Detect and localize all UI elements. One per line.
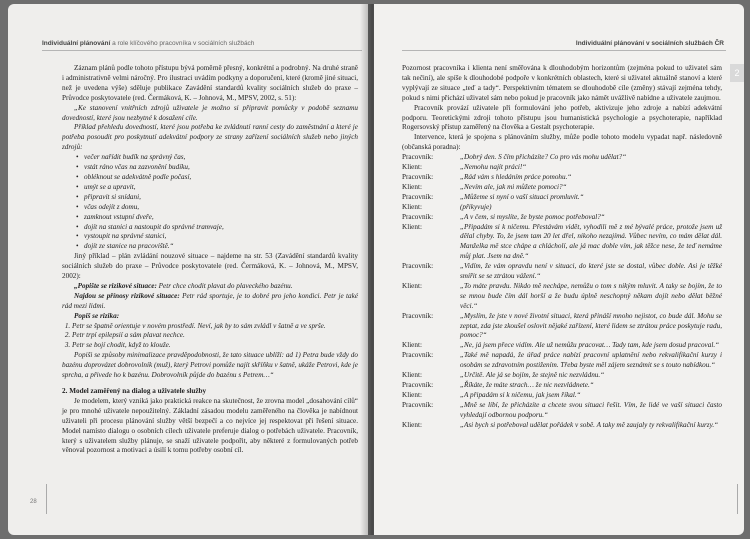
dialog-line: Pracovník: „Říkáte, že máte strach… že nic nezvládnete.“ xyxy=(402,381,594,389)
paragraph: Jiný příklad – plán zvládání nouzové situace – najdeme na str. 53 (Zavádění standardů kvality sociálních služeb do praxe – Průvodce poskytovatele (red. Čermáková, K. – Johnová, M., MPSV, 2002): xyxy=(62,252,358,281)
list-item: 2. Petr trpí epilepsií a sám plavat nechce. xyxy=(72,331,358,341)
section-title: 2. Model zaměřený na dialog a uživatele služby xyxy=(62,387,207,395)
dialog-line: Pracovník: „Mně se líbí, že přicházíte a chcete svou situaci řešit. Vím, že lidé ve vaší situaci často vyhledají odbornou podporu.“ xyxy=(402,400,722,419)
list-item: 1. Petr se špatně orientuje v novém prostředí. Neví, jak by to sám zvládl v šatně a ve sprše. xyxy=(72,322,358,332)
dialog-line: Pracovník: „A v čem, si myslíte, že byste pomoc potřeboval?“ xyxy=(402,212,605,221)
header-rule xyxy=(42,50,362,51)
chapter-tab: 2 xyxy=(730,64,744,82)
dialog-line: Pracovník: „Také mě napadá, že úřad práce nabízí pracovní uplatnění nebo rekvalifikační kurzy i osobám se zdravotním postižením. Třeba byste měl zájem seznámit se s touto nabídkou.“ xyxy=(402,351,722,370)
left-page xyxy=(8,4,368,535)
skills-list xyxy=(62,153,358,252)
margin-rule xyxy=(737,484,738,514)
paragraph: Intervence, která je spojena s plánováním služby, může podle tohoto modelu vypadat např. následovně (občanská poradna): xyxy=(402,133,722,152)
dialog-line: Klient: „Nevím ale, jak mi můžete pomoci?“ xyxy=(402,182,567,191)
paragraph: Pozornost pracovníka i klienta není směřována k dlouhodobým horizontům (zejména pokud to uživatel sám tak nečiní), ale spíše k dlouhodobé podpoře v konkrétních oblastech, které si uživatel aktuálně stanoví a které vyplývají ze situace „teď a tady“. Perspektivním tématem se dlouhodobě cíle (změny) stávají zejména tehdy, pokud s nimi přichází uživatel sám nebo pokud je pracovník jako námět uvážlivě nabídne a uživatele zaujmou. xyxy=(402,64,722,102)
list-item: • připravit si snídani, xyxy=(84,193,358,203)
dialog xyxy=(402,153,722,430)
risks-label: Popiš se rizika: xyxy=(74,311,120,320)
list-item: • obléknout se adekvátně podle počasí, xyxy=(84,173,358,183)
list-item: • umýt se a upravit, xyxy=(84,183,358,193)
risks-list xyxy=(62,322,358,352)
dialog-line: Klient: „Nemohu najít práci!“ xyxy=(402,163,527,172)
paragraph: Je modelem, který vzniká jako praktická reakce na skutečnost, že zrovna model „dosahování cílů“ je pro mnohé uživatele nepoužitelný. Základní zásadou modelu zaměřeného na člověka je nabídnout uživateli při procesu plánování služby větší bezpečí a co nejvíce jej respektovat při řešení situace. Model namísto dialogu o osobních cílech uživatele preferuje dialog o potřebách uživatele. Pracovník, který s uživatelem služby plánuje, se snaží uživatele podpořit, aby některé z formulovaných potřeb věnoval pozornost a motivaci a úsilí k tomu potřeby osobní cíl. xyxy=(62,396,358,455)
list-item: • zamknout vstupní dveře, xyxy=(84,213,358,223)
list-item: • večer nařídit budík na správný čas, xyxy=(84,153,358,163)
running-header: Individuální plánování v sociálních službách ČR xyxy=(575,40,724,47)
page-number: 28 xyxy=(30,499,37,505)
list-item: • vstát ráno včas na zazvonění budíku, xyxy=(84,163,358,173)
header-rule xyxy=(402,50,726,51)
dialog-line: Pracovník: „Můžeme si nyní o vaší situaci promluvit.“ xyxy=(402,192,584,201)
paragraph: Záznam plánů podle tohoto přístupu bývá poměrně přesný, konkrétní a podrobný. Na druhé straně i administrativně velmi náročný. Pro ilustraci uvádím podkyny a doporučení, které (kromě jiné situaci, než je uvedena výše) sděluje publikace Zavádění standardů kvality sociálních služeb do praxe – Průvodce poskytovatele (red. Čermáková, K. – Johnová, M., MPSV, 2002, s. 51): xyxy=(62,64,358,102)
dialog-line: Pracovník: „Vidím, že vám opravdu není v situaci, do které jste se dostal, vůbec doble. Asi je těžké smířit se se ztrátou vážení.“ xyxy=(402,262,722,281)
dialog-line: Klient: „Připadám si k ničemu. Přestávám vidět, vyhodili mě z mé bývalé práce, protože jsem už dělal chyby. To, že jsem tam 20 let dřel, nikoho nezajímá. Vůbec nevím, co mám dělat dál. Manželka mě stce chápe a chlácholí, ale já mac doble vím, jak těžce nese, že teď nemáme můj plat. Jsem na dně.“ xyxy=(402,222,722,261)
list-item: • vystoupit na správné stanici, xyxy=(84,232,358,242)
quote: „Ke stanovení vnitřních zdrojů uživatele je možno si připravit pomůcky v podobě seznamu dovedností, které jsou nezbytné k dosažení cíle. xyxy=(62,103,358,122)
quote: Příklad přehledu dovedností, které jsou potřeba ke zvládnutí ranní cesty do zaměstnání a které je potřeba posoudit pro poskytnutí adekvátní podpory ze strany zařízení sociálních služeb nebo jiných zdrojů: xyxy=(62,123,358,152)
dialog-line: Klient: „Asi bych si potřeboval udělat pořádek v sobě. A taky mě zaujaly ty rekvalifikační kurzy.“ xyxy=(402,420,719,429)
list-item: • dojít na stanici a nastoupit do správné tramvaje, xyxy=(84,223,358,233)
dialog-line: Pracovník: „Rád vám s hledáním práce pomohu.“ xyxy=(402,172,572,181)
dialog-line: Klient: „To máte pravdu. Nikdo mě nechápe, nemůžu o tom s nikým mluvit. A taky se bojím, že to se mnou bude čím dál horší a že budu úplně neschopný někam dojít nebo dělat běžné věci.“ xyxy=(402,281,722,310)
example: Najdou se přínosy rizikové situace: Petr rád sportuje, je to dobré pro jeho kondici. Petr je také rád mezi lidmi. xyxy=(62,291,358,310)
dialog-line: Pracovník: „Myslím, že jste v nové životní situaci, která přináší mnoho nejistot, co bude dál. Mohu se zeptat, zda jste zkoušel oslovit nějaké zařízení, které lidem se ztrátou práce poskytuje radu, pomoc?“ xyxy=(402,311,722,340)
paragraph: Popiši se způsoby minimalizace pravděpodobnosti, že tato situace ublíží: ad 1) Petra bude vždy do bazénu doprovázet dobrovolník (muž), který Petrovi pomůže najít skříňku v šatně, ukáže Petrovi, kde je sprcha, a přivede ho k bazénu. Dobrovolník půjde do bazénu s Petrem…“ xyxy=(62,351,358,380)
left-body-text xyxy=(62,64,358,456)
list-item: 3. Petr se bojí chodit, když to klouže. xyxy=(72,341,358,351)
list-item: • včas odejít z domu, xyxy=(84,203,358,213)
dialog-line: Klient: „Ne, já jsem přece vidím. Ale už nemůžu pracovat… Tady tam, kde jsem dosud pracoval.“ xyxy=(402,341,720,350)
dialog-line: Pracovník: „Dobrý den. S čím přicházíte? Co pro vás mohu udělat?“ xyxy=(402,153,627,162)
margin-rule xyxy=(46,484,47,514)
running-header: Individuální plánování a role klíčového pracovníka v sociálních službách xyxy=(42,40,255,47)
right-page xyxy=(374,4,744,535)
right-body-text xyxy=(402,64,722,431)
example: „Popište se rizikové situace: Petr chce chodit plavat do plaveckého bazénu. xyxy=(74,281,293,290)
dialog-line: Klient: „A připadám si k ničemu, jak jsem říkal.“ xyxy=(402,390,581,399)
dialog-line: Klient: „Určitě. Ale já se bojím, že stejně nic nezvládnu.“ xyxy=(402,371,605,380)
dialog-line: Klient: (přikyvuje) xyxy=(402,202,492,211)
paragraph: Pracovník provází uživatele při formulování jeho potřeb, aktivizuje jeho zdroje a nabízí adekvátní podporu. Teoretickými zdroji tohoto přístupu jsou humanistická psychologie a psychoterapie, například Rogersovský přístup zaměřený na člověka a Gestalt psychoterapie. xyxy=(402,103,722,132)
list-item: • dojít ze stanice na pracoviště.“ xyxy=(84,242,358,252)
